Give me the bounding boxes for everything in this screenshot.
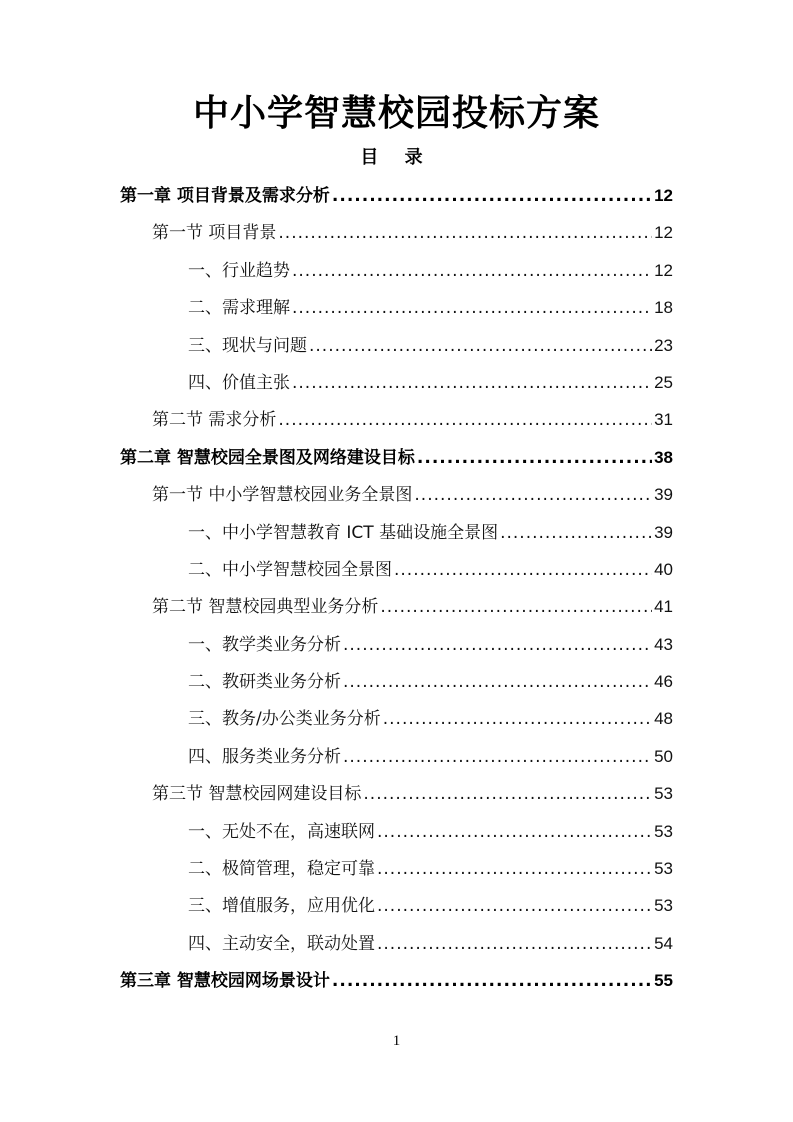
toc-entry-page: 53 bbox=[654, 896, 673, 916]
toc-entry-label: 一、无处不在，高速联网 bbox=[188, 821, 375, 842]
dot-leader bbox=[377, 814, 652, 851]
toc-subsection[interactable] bbox=[120, 813, 673, 850]
toc-entry-page: 40 bbox=[654, 559, 673, 579]
toc-entry-page: 43 bbox=[654, 634, 673, 654]
dot-leader bbox=[377, 926, 652, 963]
toc-entry-label: 第三章 智慧校园网场景设计 bbox=[120, 971, 330, 992]
toc-entry-label: 第一节 中小学智慧校园业务全景图 bbox=[152, 485, 413, 506]
toc-entry-page: 39 bbox=[654, 485, 673, 505]
toc-subsection[interactable] bbox=[120, 551, 673, 588]
toc-entry-page: 23 bbox=[654, 335, 673, 355]
toc-subsection[interactable] bbox=[120, 252, 673, 289]
toc-entry-page: 41 bbox=[654, 597, 673, 617]
toc-entry-label: 一、中小学智慧教育 ICT 基础设施全景图 bbox=[188, 522, 499, 543]
toc-entry-page: 18 bbox=[654, 298, 673, 318]
toc-entry-page: 53 bbox=[654, 859, 673, 879]
dot-leader bbox=[380, 589, 652, 626]
toc-entry-label: 四、服务类业务分析 bbox=[188, 746, 341, 767]
toc-section[interactable] bbox=[120, 401, 673, 438]
toc-chapter-2[interactable] bbox=[120, 439, 673, 476]
dot-leader bbox=[309, 328, 652, 365]
toc-entry-page: 54 bbox=[654, 933, 673, 953]
toc-entry-label: 第三节 智慧校园网建设目标 bbox=[152, 784, 362, 805]
dot-leader bbox=[414, 477, 652, 514]
toc-entry-page: 46 bbox=[654, 672, 673, 692]
toc-entry-page: 53 bbox=[654, 821, 673, 841]
dot-leader bbox=[278, 402, 652, 439]
dot-leader bbox=[343, 739, 652, 776]
toc-entry-page: 31 bbox=[654, 410, 673, 430]
dot-leader bbox=[500, 515, 652, 552]
toc-entry-page: 25 bbox=[654, 372, 673, 392]
dot-leader bbox=[332, 963, 652, 1000]
toc-entry-label: 第一章 项目背景及需求分析 bbox=[120, 186, 330, 206]
toc-entry-label: 二、教研类业务分析 bbox=[188, 672, 341, 693]
toc-entry-label: 第二章 智慧校园全景图及网络建设目标 bbox=[120, 447, 415, 468]
toc-entry-label: 三、现状与问题 bbox=[188, 335, 307, 356]
toc-entry-page: 53 bbox=[654, 784, 673, 804]
dot-leader bbox=[377, 888, 652, 925]
toc-entry-label: 第一节 项目背景 bbox=[152, 223, 277, 244]
dot-leader bbox=[292, 253, 652, 290]
page-number: 1 bbox=[392, 1033, 401, 1049]
toc-entry-label: 二、需求理解 bbox=[188, 298, 290, 319]
dot-leader bbox=[343, 627, 652, 664]
toc-subsection[interactable] bbox=[120, 663, 673, 700]
toc-subsection[interactable] bbox=[120, 327, 673, 364]
toc-entry-page: 48 bbox=[654, 709, 673, 729]
table-of-contents bbox=[120, 177, 673, 1000]
toc-subsection[interactable] bbox=[120, 289, 673, 326]
dot-leader bbox=[417, 440, 652, 477]
dot-leader bbox=[292, 290, 652, 327]
toc-section[interactable] bbox=[120, 775, 673, 812]
toc-entry-label: 一、教学类业务分析 bbox=[188, 634, 341, 655]
toc-subsection[interactable] bbox=[120, 850, 673, 887]
document-title: 中小学智慧校园投标方案 bbox=[192, 93, 600, 134]
dot-leader bbox=[332, 178, 652, 215]
toc-entry-label: 二、极简管理，稳定可靠 bbox=[188, 859, 375, 880]
toc-entry-label: 四、价值主张 bbox=[188, 372, 290, 393]
toc-entry-page: 12 bbox=[654, 223, 673, 243]
toc-chapter-1[interactable] bbox=[120, 177, 673, 214]
dot-leader bbox=[292, 365, 652, 402]
toc-subsection[interactable] bbox=[120, 626, 673, 663]
toc-subsection[interactable] bbox=[120, 700, 673, 737]
dot-leader bbox=[377, 851, 652, 888]
toc-subsection[interactable] bbox=[120, 364, 673, 401]
dot-leader bbox=[363, 776, 652, 813]
toc-entry-page: 38 bbox=[654, 447, 673, 467]
toc-section[interactable] bbox=[120, 476, 673, 513]
toc-section[interactable] bbox=[120, 214, 673, 251]
toc-chapter-3[interactable] bbox=[120, 962, 673, 999]
toc-subsection[interactable] bbox=[120, 925, 673, 962]
dot-leader bbox=[394, 552, 652, 589]
toc-entry-label: 二、中小学智慧校园全景图 bbox=[188, 559, 392, 580]
dot-leader bbox=[343, 664, 652, 701]
dot-leader bbox=[383, 701, 652, 738]
toc-entry-label: 四、主动安全，联动处置 bbox=[188, 933, 375, 954]
toc-heading: 目 录 bbox=[360, 147, 433, 168]
dot-leader bbox=[278, 215, 652, 252]
toc-subsection[interactable] bbox=[120, 887, 673, 924]
toc-entry-label: 第二节 智慧校园典型业务分析 bbox=[152, 597, 379, 618]
toc-entry-page: 50 bbox=[654, 746, 673, 766]
toc-entry-label: 第二节 需求分析 bbox=[152, 410, 277, 431]
toc-entry-label: 三、教务/办公类业务分析 bbox=[188, 709, 381, 730]
toc-entry-page: 55 bbox=[654, 971, 673, 991]
toc-subsection[interactable] bbox=[120, 514, 673, 551]
toc-entry-page: 12 bbox=[654, 186, 673, 205]
toc-entry-page: 39 bbox=[654, 522, 673, 542]
toc-entry-page: 12 bbox=[654, 260, 673, 280]
toc-entry-label: 三、增值服务，应用优化 bbox=[188, 896, 375, 917]
toc-entry-label: 一、行业趋势 bbox=[188, 260, 290, 281]
toc-subsection[interactable] bbox=[120, 738, 673, 775]
toc-section[interactable] bbox=[120, 588, 673, 625]
